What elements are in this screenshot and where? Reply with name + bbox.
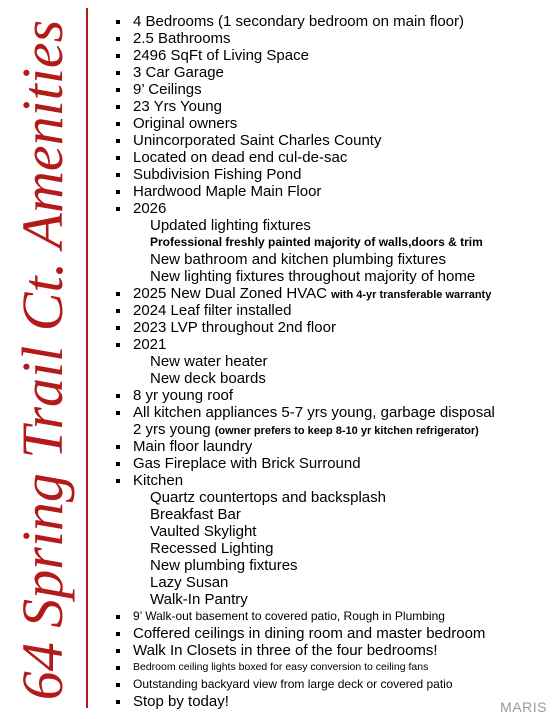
list-item: 2021	[114, 336, 550, 353]
property-title: 64 Spring Trail Ct. Amenities	[10, 19, 75, 701]
list-item: 8 yr young roof	[114, 387, 550, 404]
bullet-icon	[116, 394, 120, 398]
bullet-icon	[116, 343, 120, 347]
bullet-icon	[116, 445, 120, 449]
bullet-icon	[116, 173, 120, 177]
sub-list-item: Updated lighting fixtures	[150, 217, 311, 234]
bullet-icon	[116, 632, 120, 636]
title-divider	[86, 8, 88, 708]
amenities-list	[114, 13, 550, 710]
list-item: 2024 Leaf filter installed	[114, 302, 550, 319]
list-item: 2496 SqFt of Living Space	[114, 47, 550, 64]
list-item: Gas Fireplace with Brick Surround	[114, 455, 550, 472]
item-note: (owner prefers to keep 8-10 yr kitchen refrigerator)	[214, 425, 479, 437]
list-item: Main floor laundry	[114, 438, 550, 455]
list-item: 2025 New Dual Zoned HVAC with 4-yr transferable warranty	[114, 285, 550, 302]
sub-list-item: New deck boards	[150, 370, 266, 387]
sub-list-item: New lighting fixtures throughout majority of home	[150, 268, 476, 285]
list-item: Unincorporated Saint Charles County	[114, 132, 550, 149]
list-item: Coffered ceilings in dining room and master bedroom	[114, 625, 550, 642]
bullet-icon	[116, 683, 120, 687]
bullet-icon	[116, 207, 120, 211]
sub-list-item: Walk-In Pantry	[150, 591, 248, 608]
list-item: Original owners	[114, 115, 550, 132]
sub-list-item: Recessed Lighting	[150, 540, 274, 557]
item-note: with 4-yr transferable warranty	[331, 289, 492, 301]
bullet-icon	[116, 411, 120, 415]
bullet-icon	[116, 615, 120, 619]
bullet-icon	[116, 139, 120, 143]
list-item: Subdivision Fishing Pond	[114, 166, 550, 183]
sub-list-item: New bathroom and kitchen plumbing fixtures	[150, 251, 446, 268]
list-item-continuation: 2 yrs young (owner prefers to keep 8-10 yr kitchen refrigerator)	[133, 421, 479, 438]
list-item: 3 Car Garage	[114, 64, 550, 81]
sub-list-item: Vaulted Skylight	[150, 523, 257, 540]
watermark: MARIS	[500, 699, 547, 715]
list-item: 23 Yrs Young	[114, 98, 550, 115]
list-item: 9’ Walk-out basement to covered patio, Rough in Plumbing	[114, 608, 550, 625]
list-item: Walk In Closets in three of the four bedrooms!	[114, 642, 550, 659]
sub-list-item: Professional freshly painted majority of walls,doors & trim	[150, 235, 483, 249]
list-item: Bedroom ceiling lights boxed for easy conversion to ceiling fans	[114, 659, 550, 676]
list-item: Located on dead end cul-de-sac	[114, 149, 550, 166]
list-item: 2026	[114, 200, 550, 217]
list-item: 2023 LVP throughout 2nd floor	[114, 319, 550, 336]
list-item: All kitchen appliances 5-7 yrs young, garbage disposal	[114, 404, 550, 421]
bullet-icon	[116, 666, 120, 670]
sub-list-item: New water heater	[150, 353, 268, 370]
bullet-icon	[116, 20, 120, 24]
bullet-icon	[116, 122, 120, 126]
list-item: 2.5 Bathrooms	[114, 30, 550, 47]
bullet-icon	[116, 649, 120, 653]
bullet-icon	[116, 71, 120, 75]
sub-list-item: Quartz countertops and backsplash	[150, 489, 386, 506]
sub-list-item: Lazy Susan	[150, 574, 229, 591]
list-item: 4 Bedrooms (1 secondary bedroom on main floor)	[114, 13, 550, 30]
list-item: Kitchen	[114, 472, 550, 489]
bullet-icon	[116, 462, 120, 466]
list-item: 9’ Ceilings	[114, 81, 550, 98]
bullet-icon	[116, 156, 120, 160]
bullet-icon	[116, 190, 120, 194]
bullet-icon	[116, 479, 120, 483]
bullet-icon	[116, 37, 120, 41]
list-item: Stop by today!	[114, 693, 550, 710]
bullet-icon	[116, 326, 120, 330]
bullet-icon	[116, 54, 120, 58]
sub-list-item: Breakfast Bar	[150, 506, 241, 523]
bullet-icon	[116, 88, 120, 92]
bullet-icon	[116, 105, 120, 109]
list-item: Outstanding backyard view from large deck or covered patio	[114, 676, 550, 693]
sub-list-item: New plumbing fixtures	[150, 557, 298, 574]
bullet-icon	[116, 292, 120, 296]
list-item: Hardwood Maple Main Floor	[114, 183, 550, 200]
bullet-icon	[116, 309, 120, 313]
bullet-icon	[116, 700, 120, 704]
